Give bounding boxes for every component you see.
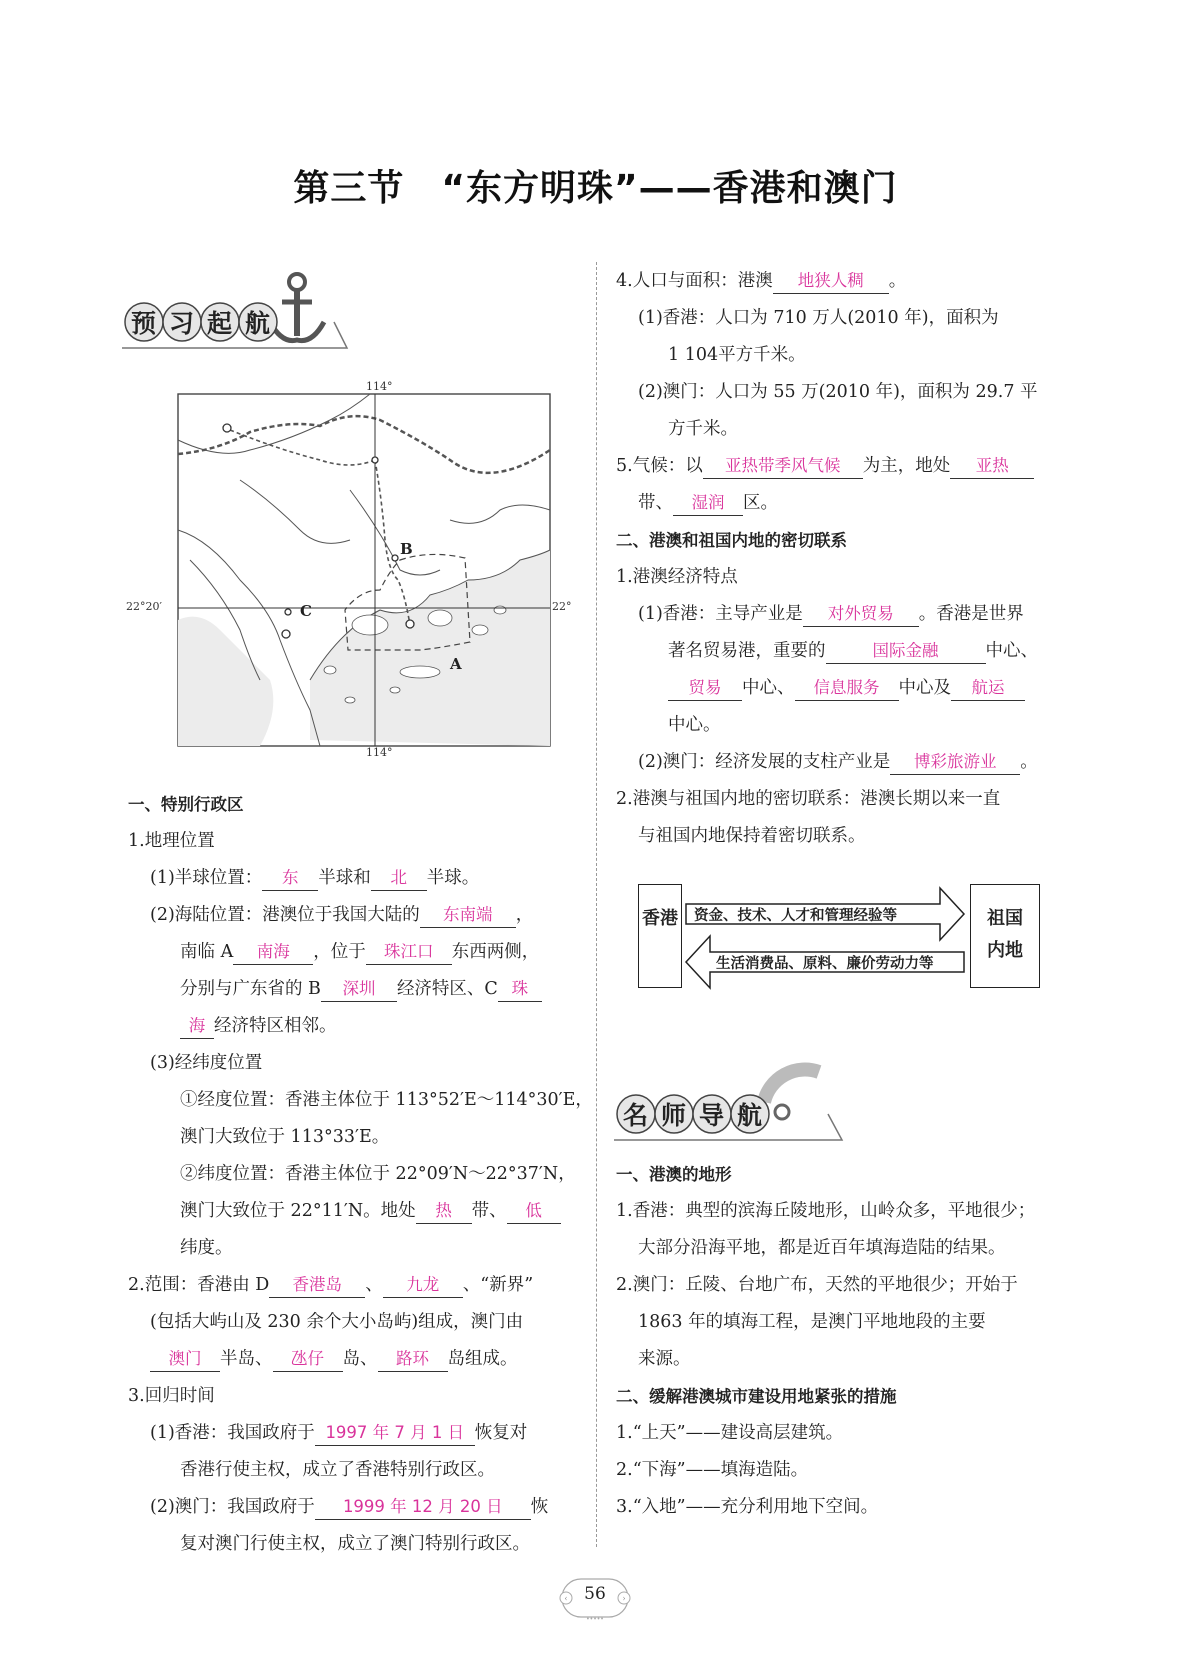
macau-population-line: (2)澳门：人口为 55 万(2010 年)，面积为 29.7 平: [638, 382, 1038, 402]
flow-bottom-label: 生活消费品、原料、廉价劳动力等: [716, 956, 934, 972]
sea-land-line-4: 海 经济特区相邻。: [128, 1008, 580, 1045]
answer-blank[interactable]: 珠: [498, 977, 542, 1002]
hk-economy-line: (1)香港：主导产业是 对外贸易 。香港是世界: [616, 596, 1072, 633]
macau-terrain-line-2: 1863 年的填海工程，是澳门平地地段的主要: [638, 1312, 986, 1332]
return-time-heading: 3.回归时间: [128, 1386, 215, 1406]
map-lon-bottom: 114°: [366, 746, 393, 759]
teacher-banner: [614, 1062, 854, 1152]
svg-text:•••••: •••••: [586, 1616, 604, 1623]
answer-blank[interactable]: 1999 年 12 月 20 日: [315, 1495, 531, 1520]
terrain-heading: 一、港澳的地形: [616, 1165, 732, 1184]
flow-top-label: 资金、技术、人才和管理经验等: [694, 908, 897, 924]
answer-blank[interactable]: 地狭人稠: [773, 269, 889, 294]
svg-text:‹: ‹: [564, 1594, 568, 1603]
ties-line-2: 与祖国内地保持着密切联系。: [638, 826, 866, 846]
answer-blank[interactable]: 热: [416, 1199, 472, 1224]
right-column-top: [616, 263, 1072, 855]
population-line: 4.人口与面积：港澳 地狭人稠 。: [616, 263, 1072, 300]
hk-economy-line-4: 中心。: [668, 715, 721, 735]
map-lon-top: 114°: [366, 380, 393, 393]
macau-return-line-2: 复对澳门行使主权，成立了澳门特别行政区。: [180, 1534, 530, 1554]
answer-blank[interactable]: 低: [507, 1199, 561, 1224]
page-number-badge: [548, 1575, 642, 1625]
measures-heading: 二、缓解港澳城市建设用地紧张的措施: [616, 1387, 897, 1406]
answer-blank[interactable]: 博彩旅游业: [890, 750, 1020, 775]
answer-blank[interactable]: 信息服务: [795, 676, 899, 701]
macau-return-line: (2)澳门：我国政府于 1999 年 12 月 20 日 恢: [128, 1489, 580, 1526]
hk-economy-line-2: 著名贸易港，重要的 国际金融 中心、: [616, 633, 1072, 670]
hk-terrain-line: 1.香港：典型的滨海丘陵地形，山岭众多，平地很少；: [616, 1201, 1036, 1221]
answer-blank[interactable]: 湿润: [673, 491, 743, 516]
answer-blank[interactable]: 东南端: [420, 903, 516, 928]
answer-blank[interactable]: 海: [180, 1014, 214, 1039]
answer-blank[interactable]: 澳门: [150, 1347, 220, 1372]
hk-population-line-2: 1 104平方千米。: [668, 345, 806, 365]
hk-return-line-2: 香港行使主权，成立了香港特别行政区。: [180, 1460, 495, 1480]
macau-terrain-line: 2.澳门：丘陵、台地广布，天然的平地很少；开始于: [616, 1275, 1018, 1295]
macau-population-line-2: 方千米。: [668, 419, 738, 439]
macau-economy-line: (2)澳门：经济发展的支柱产业是 博彩旅游业 。: [616, 744, 1072, 781]
map-label-c: C: [300, 602, 312, 620]
answer-blank[interactable]: 对外贸易: [803, 602, 919, 627]
answer-blank[interactable]: 氹仔: [273, 1347, 343, 1372]
map-lat-left: 22°20′: [126, 600, 162, 613]
preview-banner-text: 预习起航: [131, 309, 284, 338]
answer-blank[interactable]: 1997 年 7 月 1 日: [315, 1421, 475, 1446]
latitude-line-2: 澳门大致位于 22°11′N。地处 热 带、 低: [128, 1193, 580, 1230]
svg-text:›: ›: [622, 1594, 626, 1603]
answer-blank[interactable]: 航运: [951, 676, 1025, 701]
longitude-line-2: 澳门大致位于 113°33′E。: [180, 1127, 390, 1147]
answer-blank[interactable]: 九龙: [383, 1273, 463, 1298]
hk-return-line: (1)香港：我国政府于 1997 年 7 月 1 日 恢复对: [128, 1415, 580, 1452]
sea-land-line-2: 南临 A 南海 ，位于 珠江口 东西两侧，: [128, 934, 580, 971]
answer-blank[interactable]: 贸易: [668, 676, 742, 701]
teacher-banner-text: 名师导航: [623, 1101, 776, 1130]
geo-location-heading: 1.地理位置: [128, 831, 215, 851]
latitude-line: ②纬度位置：香港主体位于 22°09′N～22°37′N，: [180, 1164, 576, 1184]
answer-blank[interactable]: 珠江口: [366, 940, 452, 965]
section-special-region-heading: 一、特别行政区: [128, 795, 244, 814]
column-divider: [596, 262, 597, 1547]
answer-blank[interactable]: 亚热带季风气候: [703, 454, 863, 479]
climate-line-2: 带、 湿润 区。: [616, 485, 1072, 522]
answer-blank[interactable]: 深圳: [321, 977, 397, 1002]
answer-blank[interactable]: 东: [262, 866, 318, 891]
section-ties-heading: 二、港澳和祖国内地的密切联系: [616, 531, 847, 550]
left-column: [128, 786, 593, 1563]
hk-economy-line-3: 贸易 中心、 信息服务 中心及 航运: [616, 670, 1072, 707]
answer-blank[interactable]: 香港岛: [269, 1273, 365, 1298]
page-number: 56: [584, 1584, 606, 1604]
flow-right-box: 祖国内地: [970, 884, 1040, 988]
page-title: 第三节 “东方明珠”——香港和澳门: [293, 168, 898, 209]
measure-2: 2.“下海”——填海造陆。: [616, 1460, 809, 1480]
flow-diagram: [638, 882, 1078, 994]
hk-macau-map: [120, 380, 572, 780]
scope-line-2: (包括大屿山及 230 余个大小岛屿)组成，澳门由: [150, 1312, 524, 1332]
sea-land-line: (2)海陆位置：港澳位于我国大陆的 东南端 ，: [128, 897, 580, 934]
hk-population-line: (1)香港：人口为 710 万人(2010 年)，面积为: [638, 308, 999, 328]
answer-blank[interactable]: 北: [371, 866, 427, 891]
map-label-b: B: [400, 540, 413, 558]
measure-1: 1.“上天”——建设高层建筑。: [616, 1423, 844, 1443]
scope-line-3: 澳门 半岛、 氹仔 岛、 路环 岛组成。: [128, 1341, 580, 1378]
map-lat-right: 22°: [552, 600, 572, 613]
measure-3: 3.“入地”——充分利用地下空间。: [616, 1497, 879, 1517]
flow-left-box: 香港: [638, 884, 682, 988]
answer-blank[interactable]: 路环: [378, 1347, 448, 1372]
right-column-bottom: [616, 1156, 1072, 1526]
latlon-heading: (3)经纬度位置: [150, 1053, 263, 1073]
hemisphere-line: (1)半球位置： 东 半球和 北 半球。: [128, 860, 580, 897]
longitude-line: ①经度位置：香港主体位于 113°52′E～114°30′E，: [180, 1090, 593, 1110]
climate-line: 5.气候：以 亚热带季风气候 为主，地处 亚热: [616, 448, 1072, 485]
answer-blank[interactable]: 国际金融: [826, 639, 986, 664]
hk-terrain-line-2: 大部分沿海平地，都是近百年填海造陆的结果。: [638, 1238, 1006, 1258]
ties-line: 2.港澳与祖国内地的密切联系：港澳长期以来一直: [616, 789, 1001, 809]
preview-banner: [122, 270, 362, 360]
sea-land-line-3: 分别与广东省的 B 深圳 经济特区、C 珠: [128, 971, 580, 1008]
answer-blank[interactable]: 亚热: [950, 454, 1034, 479]
answer-blank[interactable]: 南海: [233, 940, 313, 965]
macau-terrain-line-3: 来源。: [638, 1349, 691, 1369]
map-label-a: A: [450, 655, 462, 673]
latitude-line-3: 纬度。: [180, 1238, 233, 1258]
scope-line: 2.范围：香港由 D 香港岛 、 九龙 、“新界”: [128, 1267, 580, 1304]
economy-heading: 1.港澳经济特点: [616, 567, 738, 587]
